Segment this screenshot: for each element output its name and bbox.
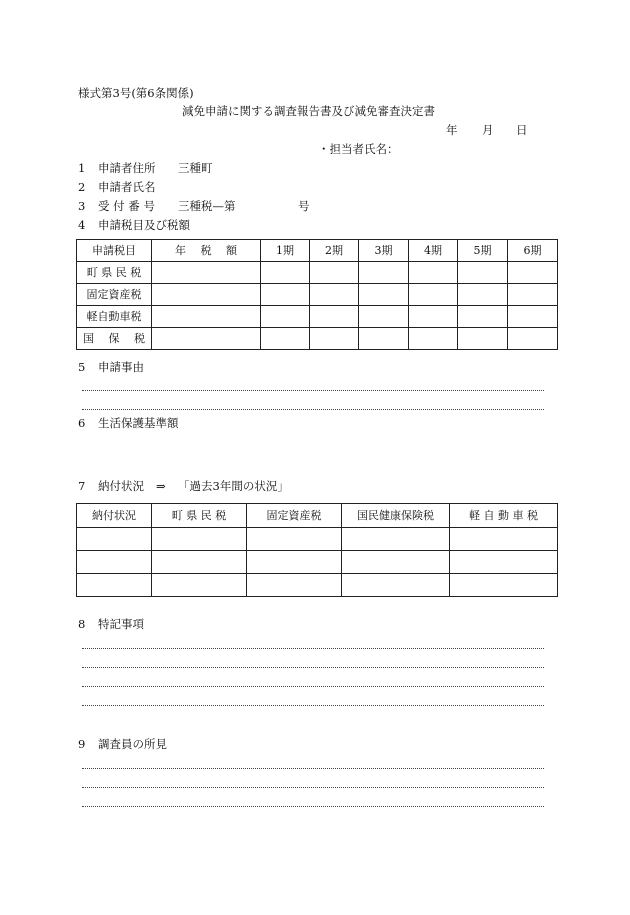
table-cell — [310, 328, 359, 350]
dotted-line — [82, 409, 544, 410]
special-notes-label: 特記事項 — [98, 617, 144, 631]
tax-table-header: 6期 — [508, 240, 558, 262]
table-cell — [261, 262, 310, 284]
table-cell — [342, 528, 450, 551]
table-row — [77, 284, 558, 306]
section-number-5: 5 — [78, 360, 86, 374]
table-cell — [77, 551, 152, 574]
form-number: 様式第3号(第6条関係) — [78, 86, 194, 100]
dotted-line — [82, 806, 544, 807]
tax-table-header: 2期 — [310, 240, 359, 262]
table-cell — [409, 306, 458, 328]
receipt-number-label: 受 付 番 号 — [98, 199, 155, 213]
payment-table-header: 軽 自 動 車 税 — [450, 504, 558, 528]
table-cell — [152, 284, 261, 306]
table-cell — [359, 262, 409, 284]
table-cell — [450, 528, 558, 551]
table-cell — [409, 284, 458, 306]
tax-table-header: 申請税目 — [77, 240, 152, 262]
dotted-line — [82, 705, 544, 706]
table-cell — [342, 574, 450, 597]
dotted-line — [82, 667, 544, 668]
table-cell — [508, 306, 558, 328]
table-cell — [310, 262, 359, 284]
person-in-charge-label: ・担当者氏名： — [318, 142, 399, 156]
table-cell — [409, 328, 458, 350]
table-cell — [152, 574, 247, 597]
dotted-line — [82, 390, 544, 391]
past-three-years-note: 「過去3年間の状況」 — [178, 479, 289, 493]
table-cell — [310, 284, 359, 306]
table-cell — [458, 284, 508, 306]
table-cell — [261, 306, 310, 328]
table-cell — [458, 262, 508, 284]
table-cell — [359, 284, 409, 306]
applicant-address-value: 三種町 — [178, 161, 213, 175]
dotted-line — [82, 648, 544, 649]
table-cell — [310, 306, 359, 328]
field-number-2: 2 — [78, 180, 86, 194]
table-cell — [77, 528, 152, 551]
table-cell — [261, 328, 310, 350]
table-cell — [450, 551, 558, 574]
table-cell — [342, 551, 450, 574]
receipt-number-value: 三種税—第 — [178, 199, 236, 213]
table-cell — [152, 328, 261, 350]
tax-table-header: 4期 — [409, 240, 458, 262]
table-row — [77, 574, 558, 597]
payment-table-header: 町 県 民 税 — [152, 504, 247, 528]
table-cell — [508, 262, 558, 284]
tax-table-header: 年 税 額 — [152, 240, 261, 262]
date-day: 日 — [516, 123, 528, 137]
field-number-1: 1 — [78, 161, 86, 175]
tax-amount-table — [76, 239, 558, 350]
date-year: 年 — [446, 123, 458, 137]
dotted-line — [82, 768, 544, 769]
table-cell — [261, 284, 310, 306]
payment-table-header: 固定資産税 — [247, 504, 342, 528]
table-cell — [247, 574, 342, 597]
application-reason-label: 申請事由 — [98, 360, 144, 374]
investigator-opinion-label: 調査員の所見 — [98, 737, 167, 751]
table-row — [77, 306, 558, 328]
table-cell — [152, 551, 247, 574]
welfare-standard-label: 生活保護基準額 — [98, 416, 179, 430]
table-cell — [247, 528, 342, 551]
field-number-3: 3 — [78, 199, 86, 213]
receipt-number-suffix: 号 — [298, 199, 310, 213]
tax-type-label: 固定資産税 — [77, 284, 152, 306]
tax-table-header: 5期 — [458, 240, 508, 262]
table-row — [77, 262, 558, 284]
applicant-address-label: 申請者住所 — [98, 161, 156, 175]
table-cell — [152, 306, 261, 328]
table-cell — [152, 262, 261, 284]
payment-status-label: 納付状況 — [98, 479, 144, 493]
field-number-4: 4 — [78, 218, 86, 232]
table-cell — [508, 328, 558, 350]
table-cell — [359, 306, 409, 328]
table-cell — [450, 574, 558, 597]
tax-type-label: 町 県 民 税 — [77, 262, 152, 284]
tax-table-header: 1期 — [261, 240, 310, 262]
section-number-8: 8 — [78, 617, 86, 631]
section-number-9: 9 — [78, 737, 86, 751]
page-title: 減免申請に関する調査報告書及び減免審査決定書 — [182, 104, 435, 118]
table-row — [77, 551, 558, 574]
table-cell — [152, 528, 247, 551]
tax-type-label: 軽自動車税 — [77, 306, 152, 328]
table-cell — [409, 262, 458, 284]
table-cell — [247, 551, 342, 574]
table-cell — [359, 328, 409, 350]
dotted-line — [82, 787, 544, 788]
payment-table-header: 納付状況 — [77, 504, 152, 528]
table-cell — [458, 306, 508, 328]
table-row — [77, 328, 558, 350]
payment-table-header: 国民健康保険税 — [342, 504, 450, 528]
payment-status-table — [76, 503, 558, 597]
tax-type-label: 国 保 税 — [77, 328, 152, 350]
section-number-6: 6 — [78, 416, 86, 430]
table-cell — [508, 284, 558, 306]
table-cell — [77, 574, 152, 597]
section-number-7: 7 — [78, 479, 86, 493]
table-cell — [458, 328, 508, 350]
applicant-name-label: 申請者氏名 — [98, 180, 156, 194]
tax-items-label: 申請税目及び税額 — [98, 218, 190, 232]
date-month: 月 — [482, 123, 494, 137]
dotted-line — [82, 686, 544, 687]
table-row — [77, 528, 558, 551]
tax-table-header: 3期 — [359, 240, 409, 262]
arrow-icon: ⇒ — [156, 479, 166, 493]
